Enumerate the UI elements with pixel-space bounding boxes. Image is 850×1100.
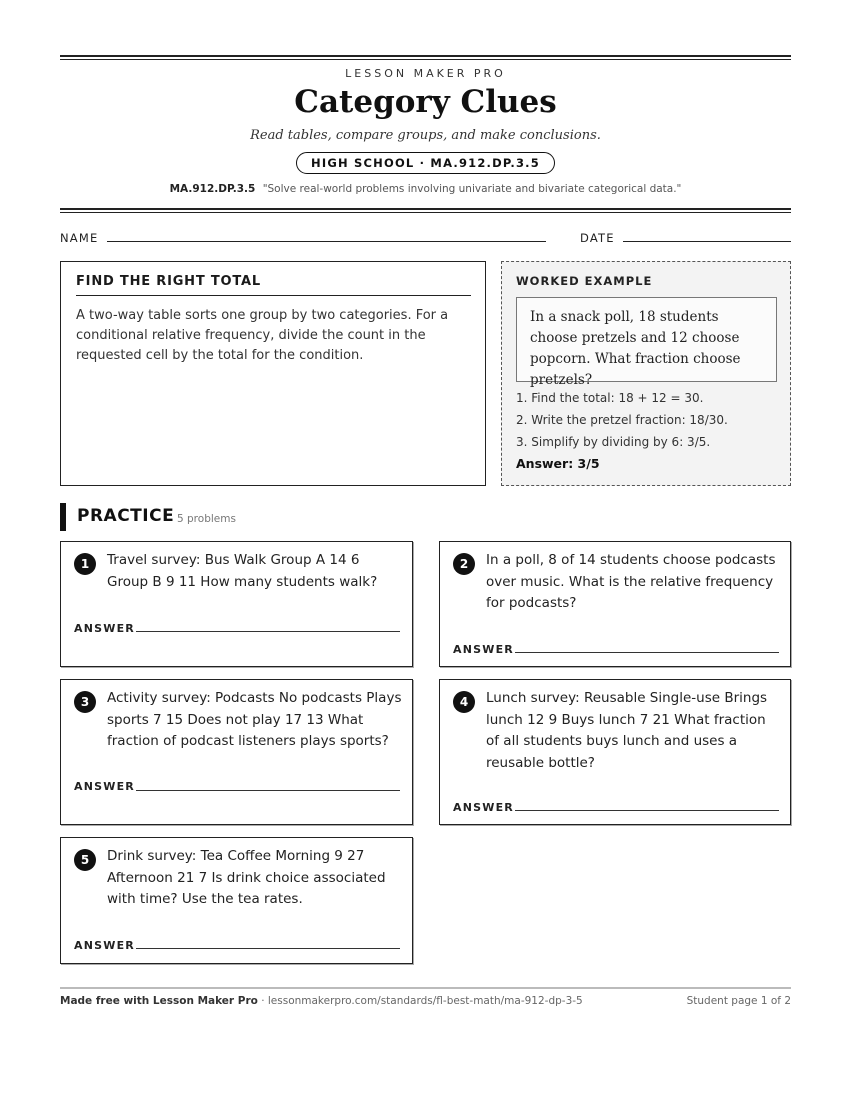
answer-field-5[interactable]	[136, 948, 400, 949]
problem-card-5	[60, 837, 413, 964]
answer-label: ANSWER	[74, 622, 135, 635]
problem-card-4	[439, 679, 791, 825]
worksheet-page	[60, 0, 791, 1100]
worked-example-step: 3. Simplify by dividing by 6: 3/5.	[516, 435, 711, 449]
worked-example-heading: WORKED EXAMPLE	[516, 274, 653, 288]
problem-number-badge: 3	[74, 691, 96, 713]
problem-text: Lunch survey: Reusable Single-use Brings lunch 12 9 Buys lunch 7 21 What fraction of all students buys lunch and uses a reusable bottle?	[486, 690, 768, 771]
problem-text: Travel survey: Bus Walk Group A 14 6 Group B 9 11 How many students walk?	[107, 552, 378, 590]
intro-box	[60, 261, 486, 486]
footer-credit	[60, 995, 583, 1007]
answer-label: ANSWER	[74, 780, 135, 793]
brand-name: LESSON MAKER PRO	[345, 67, 506, 80]
problem-number-badge: 5	[74, 849, 96, 871]
standard-code: MA.912.DP.3.5	[169, 183, 256, 195]
date-field[interactable]	[623, 241, 791, 242]
answer-field-2[interactable]	[515, 652, 779, 653]
problem-text: In a poll, 8 of 14 students choose podcasts over music. What is the relative frequency for podcasts?	[486, 552, 776, 611]
problem-text: Activity survey: Podcasts No podcasts Plays sports 7 15 Does not play 17 13 What fraction of podcast listeners plays sports?	[107, 690, 402, 749]
name-field[interactable]	[107, 241, 546, 242]
problem-text: Drink survey: Tea Coffee Morning 9 27 Afternoon 21 7 Is drink choice associated with time? Use the tea rates.	[107, 848, 386, 907]
worked-example-prompt: In a snack poll, 18 students choose pretzels and 12 choose popcorn. What fraction choose pretzels?	[516, 297, 777, 382]
footer-brand: Made free with Lesson Maker Pro	[60, 995, 258, 1007]
answer-label: ANSWER	[453, 643, 514, 656]
problem-card-3	[60, 679, 413, 825]
problem-number-badge: 1	[74, 553, 96, 575]
grade-standard-badge: HIGH SCHOOL · MA.912.DP.3.5	[296, 152, 555, 174]
answer-field-1[interactable]	[136, 631, 400, 632]
standard-text: "Solve real-world problems involving univariate and bivariate categorical data."	[262, 183, 682, 195]
header-bottom-rule	[60, 208, 791, 213]
problem-card-1	[60, 541, 413, 667]
intro-body: A two-way table sorts one group by two categories. For a conditional relative frequency, divide the count in the requested cell by the total for the condition.	[76, 308, 449, 363]
standard-line	[60, 183, 791, 195]
footer-rule	[60, 987, 791, 989]
grade-badge-wrap	[60, 152, 791, 174]
problem-number-badge: 4	[453, 691, 475, 713]
practice-heading: PRACTICE	[77, 506, 175, 526]
answer-field-4[interactable]	[515, 810, 779, 811]
problem-number-badge: 2	[453, 553, 475, 575]
practice-accent-bar	[60, 503, 66, 531]
date-label: DATE	[580, 231, 615, 245]
worked-example-steps	[516, 387, 728, 453]
footer-page-number: Student page 1 of 2	[686, 995, 791, 1007]
page-title: Category Clues	[294, 84, 557, 120]
practice-count: 5 problems	[177, 513, 236, 525]
answer-field-3[interactable]	[136, 790, 400, 791]
page-subtitle: Read tables, compare groups, and make conclusions.	[250, 128, 601, 143]
problem-card-2	[439, 541, 791, 667]
intro-heading: FIND THE RIGHT TOTAL	[76, 274, 471, 296]
name-label: NAME	[60, 231, 99, 245]
footer-url[interactable]: · lessonmakerpro.com/standards/fl-best-math/ma-912-dp-3-5	[257, 995, 583, 1007]
worked-example-step: 1. Find the total: 18 + 12 = 30.	[516, 391, 704, 405]
answer-label: ANSWER	[453, 801, 514, 814]
worked-example-step: 2. Write the pretzel fraction: 18/30.	[516, 413, 728, 427]
worked-example-answer: Answer: 3/5	[516, 456, 600, 471]
worked-example-box	[501, 261, 791, 486]
header-top-rule	[60, 55, 791, 60]
answer-label: ANSWER	[74, 939, 135, 952]
